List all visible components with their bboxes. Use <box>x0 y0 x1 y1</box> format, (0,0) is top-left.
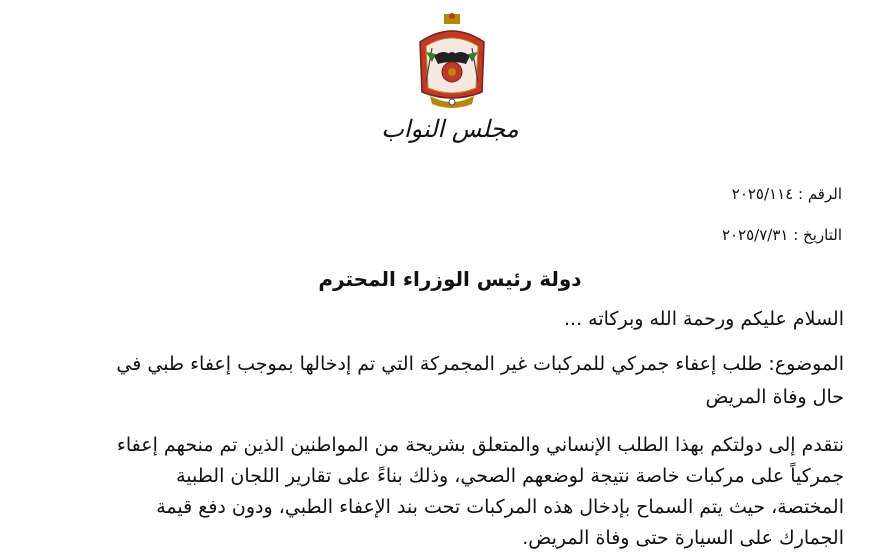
reference-label: الرقم : <box>798 185 842 203</box>
body-line: جمركياً على مركبات خاصة نتيجة لوضعهم الصحي، وذلك بناءً على تقارير اللجان الطبية <box>176 465 844 487</box>
org-name: مجلس النواب <box>381 115 519 143</box>
body-line: الجمارك على السيارة حتى وفاة المريض. <box>522 527 844 549</box>
letter-date <box>722 224 842 246</box>
reference-value: ٢٠٢٥/١١٤ <box>731 185 794 203</box>
reference-number <box>732 183 842 205</box>
body-line: المختصة، حيث يتم السماح بإدخال هذه المركبات تحت بند الإعفاء الطبي، ودون دفع قيمة <box>156 496 844 518</box>
date-label: التاريخ : <box>793 226 842 244</box>
body-paragraph <box>117 430 844 554</box>
subject-line: الموضوع: طلب إعفاء جمركي للمركبات غير المجمركة التي تم إدخالها بموجب إعفاء طبي في <box>116 353 844 375</box>
subject <box>116 348 844 414</box>
hashemite-crest-icon <box>412 12 492 112</box>
date-value: ٢٠٢٥/٧/٣١ <box>721 226 789 244</box>
subject-line: حال وفاة المريض <box>705 386 844 408</box>
recipient: دولة رئيس الوزراء المحترم <box>318 267 582 291</box>
greeting: السلام عليكم ورحمة الله وبركاته ... <box>564 308 844 330</box>
body-line: نتقدم إلى دولتكم بهذا الطلب الإنساني والمتعلق بشريحة من المواطنين الذين تم منحهم إعفاء <box>116 434 844 456</box>
